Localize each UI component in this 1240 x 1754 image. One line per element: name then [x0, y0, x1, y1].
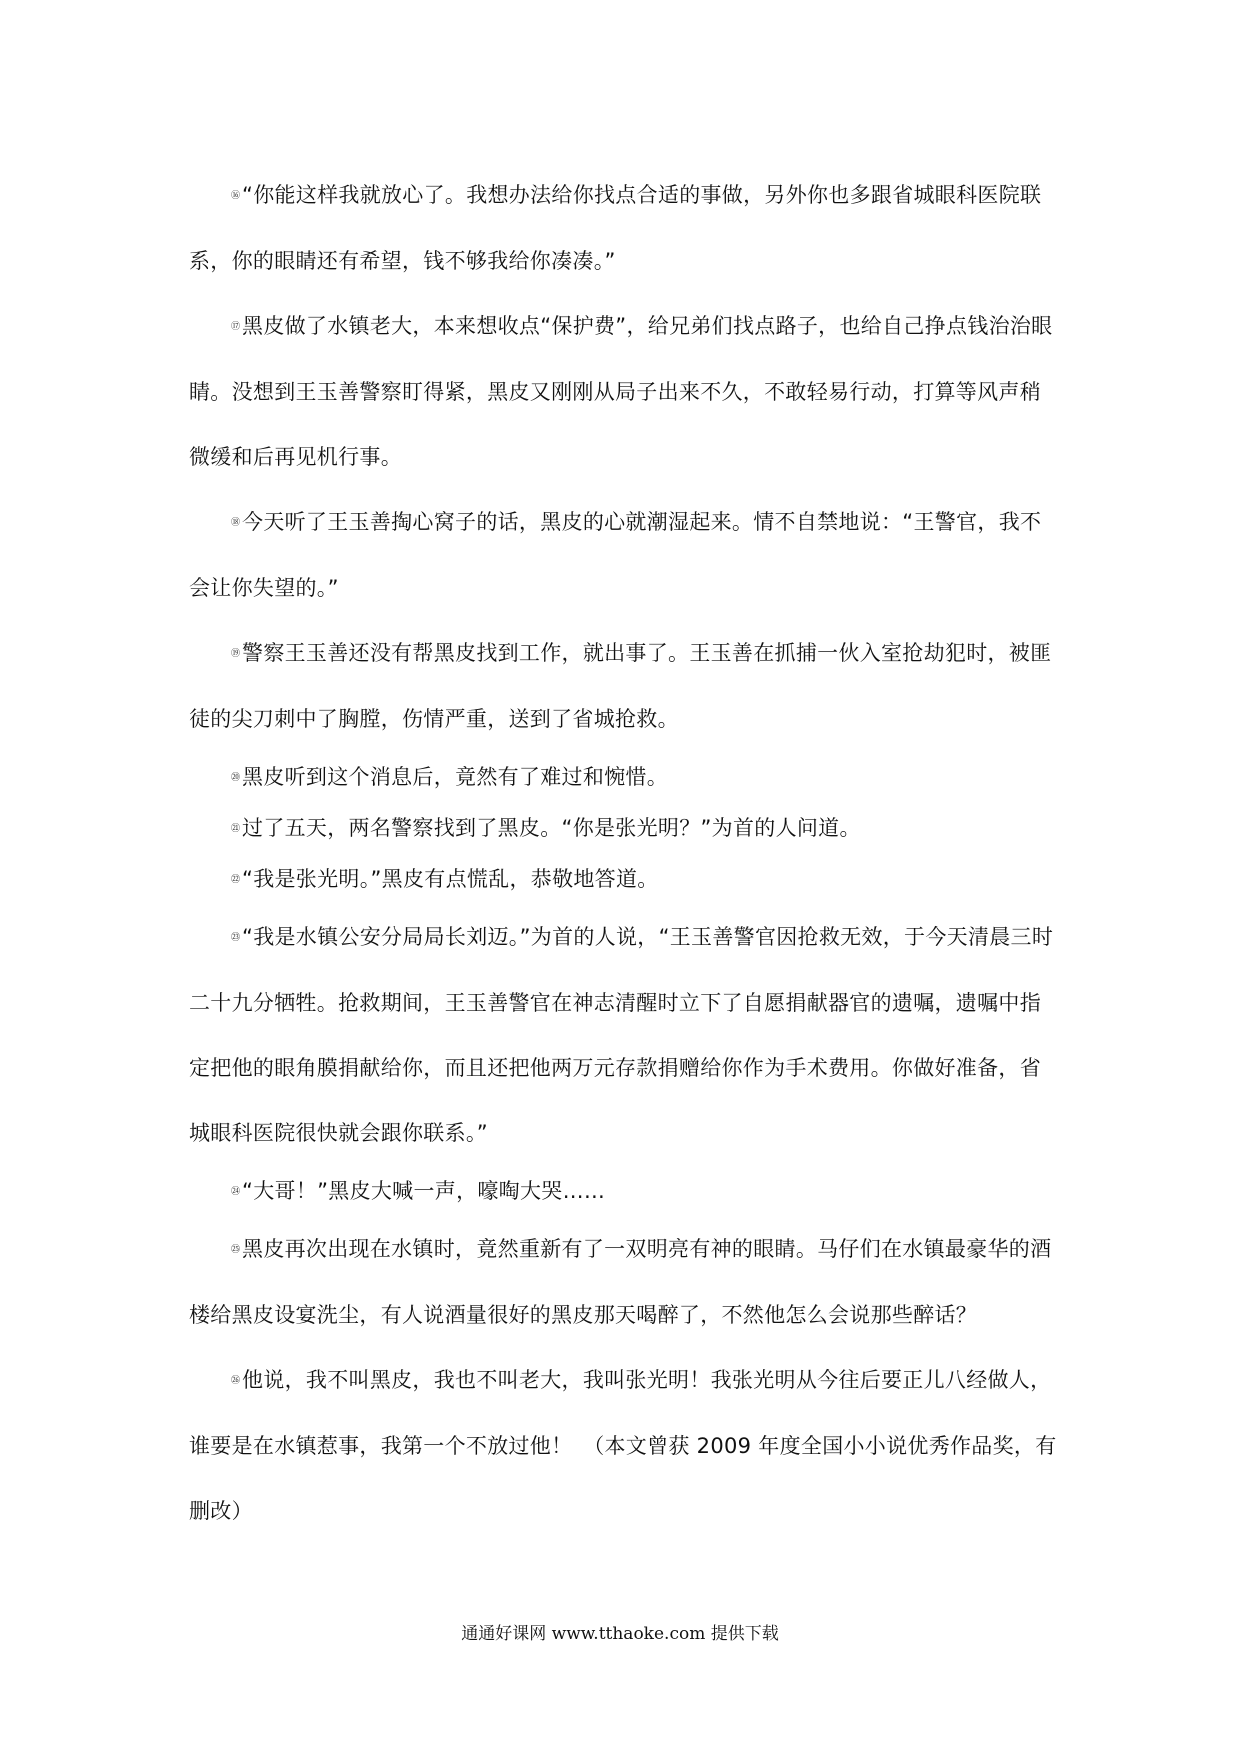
paragraph-text: 黑皮做了水镇老大，本来想收点“保护费”，给兄弟们找点路子，也给自己挣点钱治治眼睛。没想到王玉善警察盯得紧，黑皮又刚刚从局子出来不久，不敢轻易行动，打算等风声稍微缓和后再见机行事。: [189, 314, 1053, 469]
paragraph-text: “你能这样我就放心了。我想办法给你找点合适的事做，另外你也多跟省城眼科医院联系，你的眼睛还有希望，钱不够我给你凑凑。”: [189, 183, 1042, 273]
paragraph-19: [189, 621, 1057, 752]
paragraph-20: [189, 752, 1057, 803]
paragraph-16: [189, 163, 1057, 294]
paragraph-23: [189, 905, 1057, 1166]
paragraph-18: [189, 490, 1057, 621]
paragraph-25: [189, 1217, 1057, 1348]
paragraph-text: “我是张光明。”黑皮有点慌乱，恭敬地答道。: [242, 867, 659, 891]
paragraph-number: ㉕: [231, 1245, 241, 1255]
paragraph-number: ⑲: [231, 649, 241, 659]
paragraph-22: [189, 854, 1057, 905]
page-footer: 通通好课网 www.tthaoke.com 提供下载: [461, 1624, 779, 1644]
paragraph-text: 黑皮再次出现在水镇时，竟然重新有了一双明亮有神的眼睛。马仔们在水镇最豪华的酒楼给黑皮设宴洗尘，有人说酒量很好的黑皮那天喝醉了，不然他怎么会说那些醉话？: [189, 1237, 1052, 1327]
paragraph-text: 警察王玉善还没有帮黑皮找到工作，就出事了。王玉善在抓捕一伙入室抢劫犯时，被匪徒的尖刀刺中了胸膛，伤情严重，送到了省城抢救。: [189, 641, 1052, 731]
paragraph-text: 黑皮听到这个消息后，竟然有了难过和惋惜。: [242, 765, 669, 789]
paragraph-number: ⑯: [231, 191, 241, 201]
paragraph-text: “我是水镇公安分局局长刘迈。”为首的人说，“王玉善警官因抢救无效，于今天清晨三时二十九分牺牲。抢救期间，王玉善警官在神志清醒时立下了自愿捐献器官的遗嘱，遗嘱中指定把他的眼角膜捐献给你，而且还把他两万元存款捐赠给你作为手术费用。你做好准备，省城眼科医院很快就会跟你联系。”: [189, 925, 1054, 1145]
paragraph-text: 过了五天，两名警察找到了黑皮。“你是张光明？”为首的人问道。: [242, 816, 861, 840]
paragraph-26: [189, 1348, 1057, 1544]
paragraph-text: 今天听了王玉善掏心窝子的话，黑皮的心就潮湿起来。情不自禁地说：“王警官，我不会让你失望的。”: [189, 510, 1042, 600]
paragraph-17: [189, 294, 1057, 490]
paragraph-number: ㉒: [231, 875, 241, 885]
paragraph-number: ⑳: [231, 773, 241, 783]
story-body: [189, 163, 1057, 1544]
paragraph-number: ⑱: [231, 518, 241, 528]
paragraph-number: ⑰: [231, 322, 241, 332]
paragraph-text: 他说，我不叫黑皮，我也不叫老大，我叫张光明！我张光明从今往后要正儿八经做人，谁要是在水镇惹事，我第一个不放过他！ （本文曾获 2009 年度全国小小说优秀作品奖，有删改）: [189, 1368, 1057, 1523]
paragraph-number: ㉑: [231, 824, 241, 834]
paragraph-number: ㉖: [231, 1376, 241, 1386]
paragraph-number: ㉔: [231, 1187, 241, 1197]
paragraph-number: ㉓: [231, 933, 241, 943]
paragraph-text: “大哥！”黑皮大喊一声，嚎啕大哭……: [242, 1179, 606, 1203]
paragraph-24: [189, 1166, 1057, 1217]
paragraph-21: [189, 803, 1057, 854]
